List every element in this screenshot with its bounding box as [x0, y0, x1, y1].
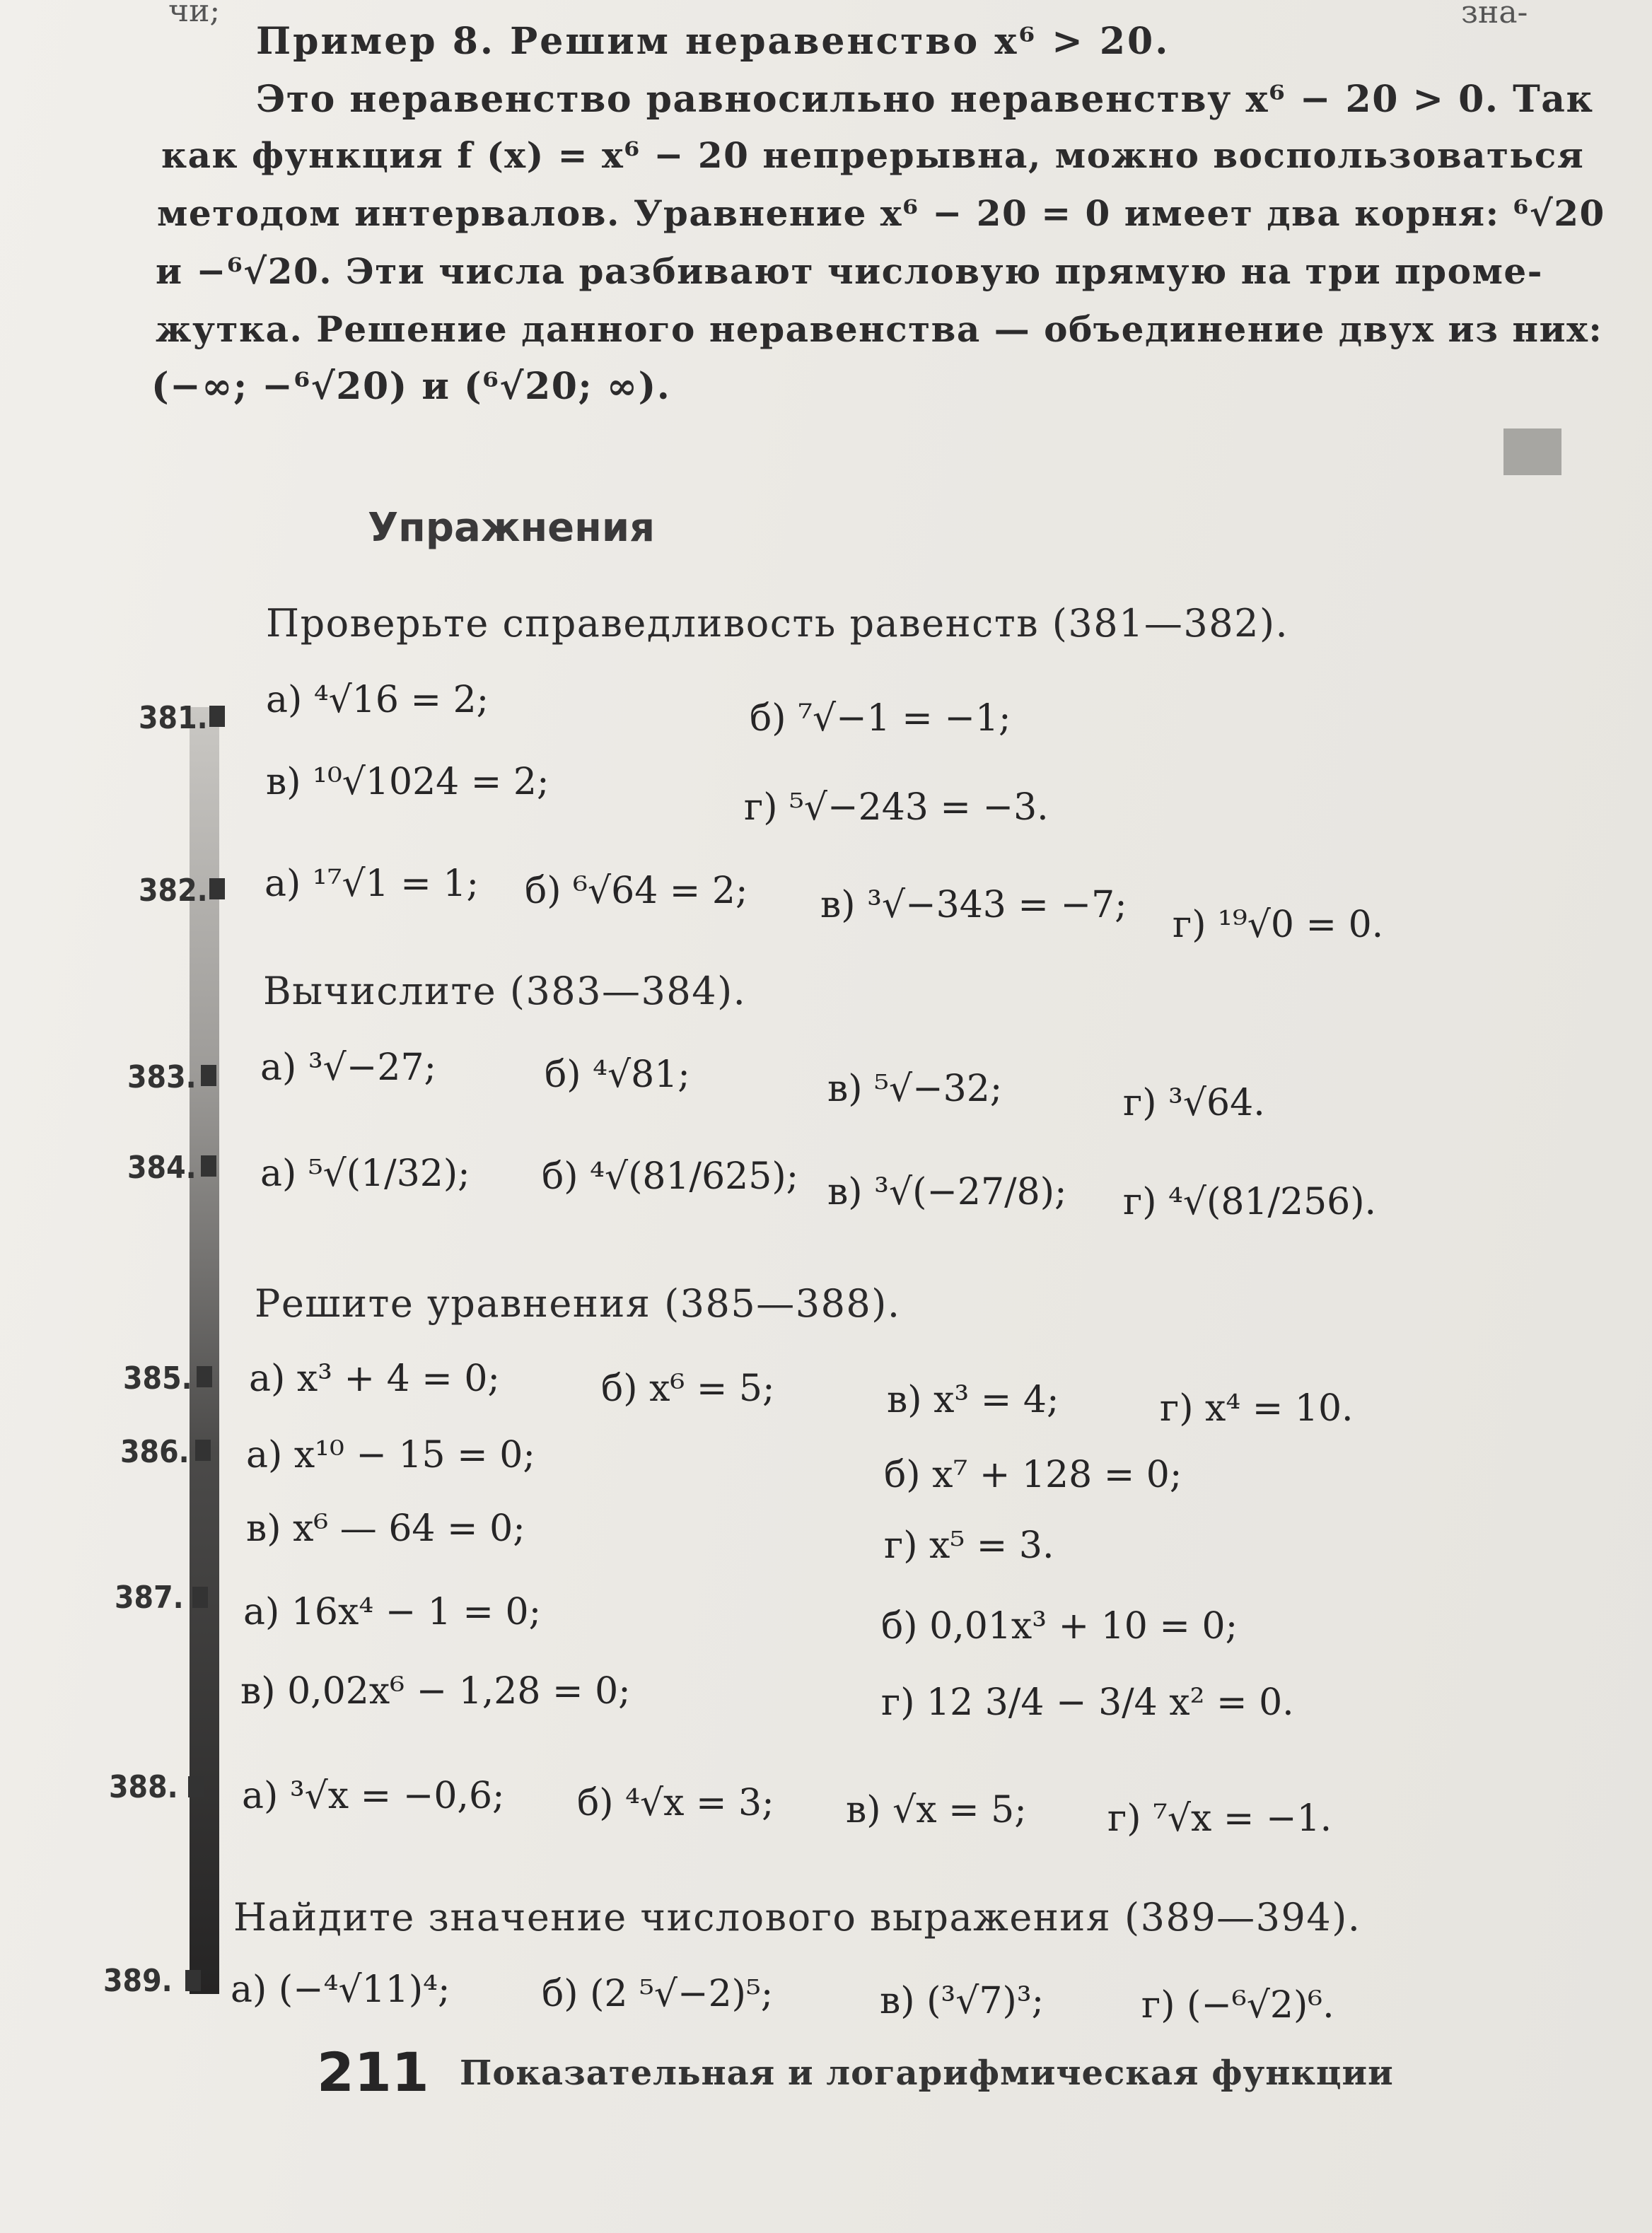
exercise-item-g: г) ³√64. [1123, 1082, 1265, 1124]
example-line: (−∞; −⁶√20) и (⁶√20; ∞). [151, 365, 671, 408]
exercise-item-a: а) ⁴√16 = 2; [266, 679, 489, 721]
group-instruction: Проверьте справедливость равенств (381—382). [266, 601, 1289, 646]
exercise-item-v: в) ⁵√−32; [827, 1068, 1003, 1110]
exercise-item-v: в) x⁶ — 64 = 0; [246, 1508, 525, 1550]
example-line: Пример 8. Решим неравенство x⁶ > 20. [256, 20, 1170, 63]
exercise-marker [201, 1065, 216, 1086]
exercise-number: 389. [103, 1963, 173, 1999]
exercise-marker [209, 878, 225, 899]
exercise-number: 381. [139, 700, 208, 736]
exercise-marker [185, 1970, 201, 1991]
exercise-item-v: в) ³√−343 = −7; [820, 884, 1127, 926]
group-instruction: Решите уравнения (385—388). [255, 1281, 901, 1326]
exercise-item-a: а) ¹⁷√1 = 1; [264, 863, 479, 905]
exercise-marker [192, 1587, 208, 1608]
example-line: жутка. Решение данного неравенства — объединение двух из них: [156, 308, 1603, 350]
exercise-item-b: б) (2 ⁵√−2)⁵; [542, 1973, 774, 2015]
section-title: Упражнения [368, 505, 656, 551]
exercise-number: 382. [139, 873, 208, 909]
exercise-item-g: г) ⁷√x = −1. [1107, 1797, 1332, 1840]
group-instruction: Вычислите (383—384). [263, 969, 747, 1013]
exercise-item-g: г) ⁴√(81/256). [1123, 1181, 1377, 1223]
exercise-marker [201, 1155, 216, 1177]
page-number: 211 [317, 2041, 429, 2104]
example-line: и −⁶√20. Эти числа разбивают числовую прямую на три проме- [156, 250, 1543, 292]
exercise-item-g: г) x⁵ = 3. [884, 1524, 1054, 1567]
exercise-item-v: в) √x = 5; [846, 1789, 1027, 1831]
exercise-marker [209, 706, 225, 727]
example-line: как функция f (x) = x⁶ − 20 непрерывна, можно воспользоваться [161, 134, 1585, 176]
exercise-item-b: б) x⁶ = 5; [601, 1368, 775, 1410]
exercise-item-a: а) x³ + 4 = 0; [249, 1358, 500, 1400]
exercise-number: 386. [120, 1434, 190, 1470]
exercise-marker [188, 1776, 204, 1797]
exercise-item-b: б) ⁴√x = 3; [577, 1782, 774, 1824]
running-head: Показательная и логарифмическая функции [460, 2053, 1394, 2093]
exercise-number: 383. [127, 1059, 197, 1095]
exercise-number: 385. [123, 1360, 192, 1397]
exercise-item-a: а) (−⁴√11)⁴; [231, 1969, 450, 2011]
exercise-number: 387. [115, 1580, 184, 1616]
exercise-item-g: г) ⁵√−243 = −3. [744, 786, 1049, 829]
group-instruction: Найдите значение числового выражения (389—394). [233, 1895, 1361, 1940]
cut-text-fragment: зна- [1461, 0, 1528, 30]
exercise-item-b: б) ⁴√(81/625); [542, 1155, 799, 1198]
exercise-item-g: г) (−⁶√2)⁶. [1141, 1984, 1334, 2027]
exercise-item-a: а) ³√−27; [260, 1046, 437, 1089]
exercise-item-v: в) 0,02x⁶ − 1,28 = 0; [240, 1670, 631, 1713]
exercise-item-a: а) x¹⁰ − 15 = 0; [246, 1434, 535, 1476]
exercise-marker [195, 1440, 211, 1461]
exercise-item-b: б) 0,01x³ + 10 = 0; [881, 1605, 1238, 1648]
exercise-number: 384. [127, 1150, 197, 1186]
exercise-item-b: б) x⁷ + 128 = 0; [884, 1454, 1182, 1496]
margin-marker-box [1503, 428, 1561, 475]
cut-text-fragment: чи; [168, 0, 221, 29]
exercise-item-g: г) ¹⁹√0 = 0. [1173, 904, 1384, 946]
exercise-item-v: в) ³√(−27/8); [827, 1171, 1067, 1213]
exercise-item-v: в) ¹⁰√1024 = 2; [266, 761, 549, 803]
exercise-number: 388. [109, 1769, 178, 1805]
exercise-item-a: а) ⁵√(1/32); [260, 1153, 470, 1195]
exercise-item-a: а) 16x⁴ − 1 = 0; [243, 1591, 542, 1633]
example-line: Это неравенство равносильно неравенству x⁶ − 20 > 0. Так [256, 78, 1594, 121]
example-line: методом интервалов. Уравнение x⁶ − 20 = 0 имеет два корня: ⁶√20 [157, 192, 1605, 234]
exercise-item-v: в) (³√7)³; [880, 1980, 1045, 2022]
exercise-item-b: б) ⁷√−1 = −1; [750, 697, 1011, 740]
exercise-item-b: б) ⁴√81; [545, 1054, 690, 1096]
exercise-item-v: в) x³ = 4; [887, 1379, 1059, 1421]
exercise-marker [197, 1366, 212, 1387]
exercise-item-g: г) x⁴ = 10. [1160, 1387, 1354, 1430]
exercise-item-g: г) 12 3/4 − 3/4 x² = 0. [881, 1681, 1294, 1724]
exercise-item-b: б) ⁶√64 = 2; [525, 870, 748, 912]
exercise-item-a: а) ³√x = −0,6; [242, 1775, 505, 1817]
